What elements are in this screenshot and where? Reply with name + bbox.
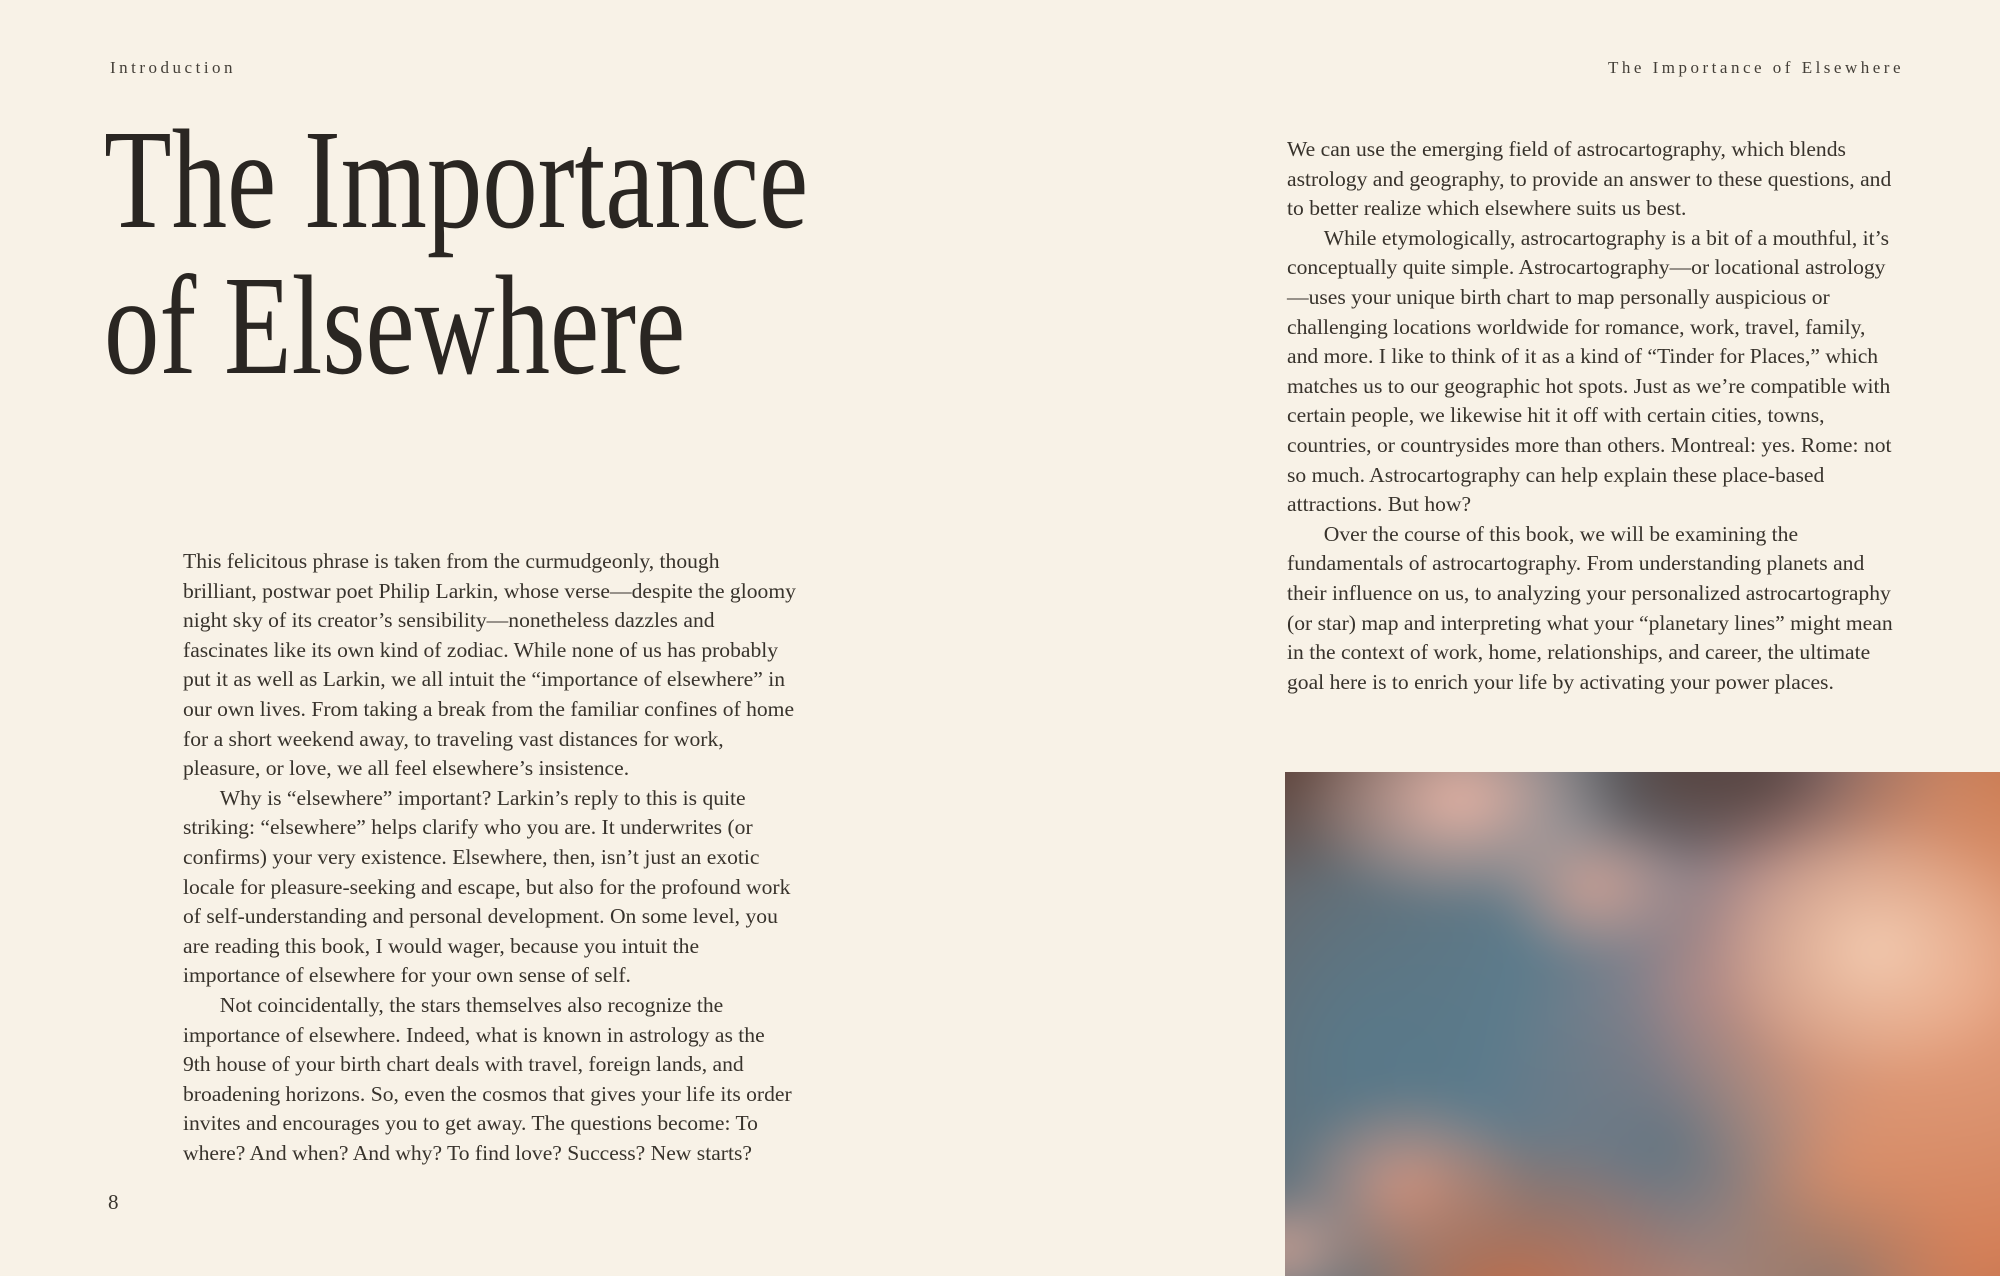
paragraph: This felicitous phrase is taken from the curmudgeonly, though brilliant, postwar poet Philip Larkin, whose verse—despite the gloomy night sky of its creator’s sensibility—nonetheless dazzles and fascinates like its own kind of zodiac. While none of us has probably put it as well as Larkin, we all intuit the “importance of elsewhere” in our own lives. From taking a break from the familiar confines of home for a short weekend away, to traveling vast distances for work, pleasure, or love, we all feel elsewhere’s insistence. bbox=[183, 549, 796, 781]
left-page-body-text bbox=[183, 547, 797, 1168]
running-head-chapter: The Importance of Elsewhere bbox=[1607, 58, 1904, 77]
paragraph: While etymologically, astrocartography is a bit of a mouthful, it’s conceptually quite simple. Astrocartography—or locational astrology—uses your unique birth chart to map personally auspicious or challenging locations worldwide for romance, work, travel, family, and more. I like to think of it as a kind of “Tinder for Places,” which matches us to our geographic hot spots. Just as we’re compatible with certain people, we likewise hit it off with certain cities, towns, countries, or countrysides more than others. Montreal: yes. Rome: not so much. Astrocartography can help explain these place-based attractions. But how? bbox=[1287, 225, 1892, 517]
paragraph: Not coincidentally, the stars themselves also recognize the importance of elsewhere. Indeed, what is known in astrology as the 9th house of your birth chart deals with travel, foreign lands, and broadening horizons. So, even the cosmos that gives your life its order invites and encourages you to get away. The questions become: To where? And when? And why? To find love? Success? New starts? bbox=[183, 992, 792, 1165]
paragraph: Why is “elsewhere” important? Larkin’s reply to this is quite striking: “elsewhere” helps clarify who you are. It underwrites (or confirms) your very existence. Elsewhere, then, isn’t just an exotic locale for pleasure-seeking and escape, but also for the profound work of self-understanding and personal development. On some level, you are reading this book, I would wager, because you intuit the importance of elsewhere for your own sense of self. bbox=[183, 785, 791, 988]
paragraph: Over the course of this book, we will be examining the fundamentals of astrocartography. From understanding planets and their influence on us, to analyzing your personalized astrocartography (or star) map and interpreting what your “planetary lines” might mean in the context of work, home, relationships, and career, the ultimate goal here is to enrich your life by activating your power places. bbox=[1287, 521, 1893, 694]
clouds-photo bbox=[1285, 772, 2000, 1276]
right-page-body-text bbox=[1287, 135, 1899, 697]
page-title-line-2: of Elsewhere bbox=[104, 246, 686, 404]
page-number: 8 bbox=[108, 1190, 119, 1214]
page-title bbox=[104, 100, 809, 404]
clouds-photo-paint bbox=[1285, 772, 2000, 1276]
running-head-introduction: Introduction bbox=[110, 58, 237, 77]
paragraph: We can use the emerging field of astrocartography, which blends astrology and geography, to provide an answer to these questions, and to better realize which elsewhere suits us best. bbox=[1287, 137, 1892, 221]
page-title-line-1: The Importance bbox=[104, 100, 809, 258]
